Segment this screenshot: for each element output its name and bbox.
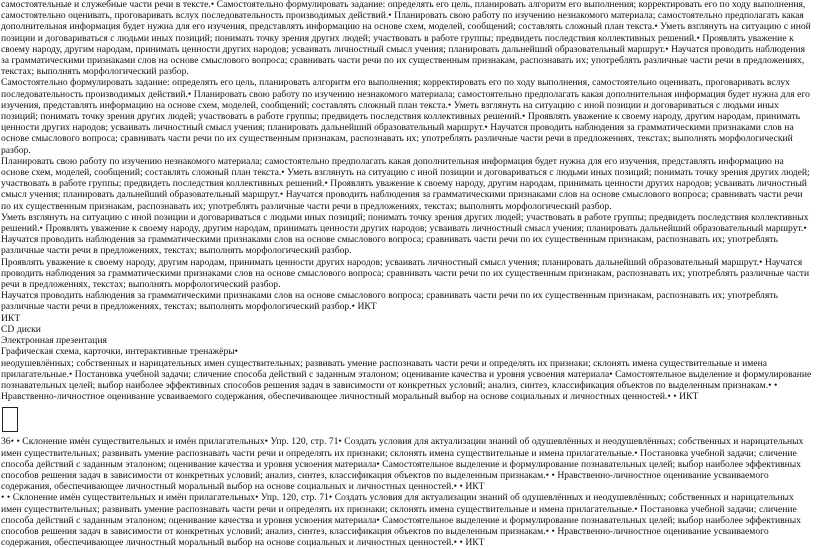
resource-ikt: ИКТ (1, 312, 21, 324)
lesson-row-repeat: • • Склонение имён существительных и имён прилагательных• Упр. 120, стр. 71• Создать условия для актуализации знаний об одушевлённых и неодушевлённых; собственных и нарицательных имен существительных; развивать умение распознавать части речи и определять их признаки; склонять имена существительные и имена прилагательные.• Постановка учебной задачи; сличение способа действий с заданным эталоном; оценивание качества и уровня усвоения материала• Самостоятельное выделение и формулирование познавательных целей; выбор наиболее эффективных способов решения задач в зависимости от конкретных условий; анализ, синтез, классификация объектов по выделенным признакам.• • Нравственно-личностное оценивание усваиваемого содержания, обеспечивающее личностный моральный выбор на основе социальных и личностных ценностей.• • ИКТ (1, 492, 801, 548)
document-body (1, 0, 813, 548)
paragraph-learning-outcomes-5: Проявлять уважение к своему народу, другим народам, принимать ценности других народов; усваивать личностный смысл учения; планировать дальнейший образовательный маршрут.• Научатся проводить наблюдения за грамматическими признаками слов на основе смыслового вопроса; сравнивать части речи по их существенным признакам, распознавать их; употреблять различные части речи в предложениях, текстах; выполнять морфологический разбор. (1, 256, 810, 291)
paragraph-learning-outcomes-3: Планировать свою работу по изучению незнакомого материала; самостоятельно предполагать какая дополнительная информация будет нужна для его изучения, представлять информацию на основе схем, моделей, сообщений; составлять сложный план текста.• Уметь взглянуть на ситуацию с иной позиции и договариваться с людьми иных позиций; понимать точку зрения других людей; участвовать в работе группы; предвидеть последствия коллективных решений.• Проявлять уважение к своему народу, другим народам, принимать ценности других народов; усваивать личностный смысл учения; планировать дальнейший образовательный маршрут.• Научатся проводить наблюдения за грамматическими признаками слов на основе смыслового вопроса; сравнивать части речи по их существенным признакам, распознавать их; употреблять различные части речи в предложениях, текстах; выполнять морфологический разбор. (1, 155, 810, 212)
paragraph-learning-outcomes-1: самостоятельные и служебные части речи в тексте.• Самостоятельно формулировать задание: определять его цель, планировать алгоритм его выполнения; корректировать его по ходу выполнения, самостоятельно оценивать, проговаривать вслух последовательность производимых действий.• Планировать свою работу по изучению незнакомого материала; самостоятельно предполагать какая дополнительная информация будет нужна для его изучения, представлять информацию на основе схем, моделей, сообщений; составлять сложный план текста.• Уметь взглянуть на ситуацию с иной позиции и договариваться с людьми иных позиций; понимать точку зрения других людей; участвовать в работе группы; предвидеть последствия коллективных решений.• Проявлять уважение к своему народу, другим народам, принимать ценности других народов; усваивать личностный смысл учения; планировать дальнейший образовательный маршрут.• Научатся проводить наблюдения за грамматическими признаками слов на основе смыслового вопроса; сравнивать части речи по их существенным признакам, распознавать их; употреблять различные части речи в предложениях, текстах; выполнять морфологический разбор. (1, 0, 811, 78)
lesson-number: 36 (1, 436, 11, 448)
paragraph-nouns-adjectives: неодушевлённых; собственных и нарицательных имен существительных; развивать умение распознавать части речи и определять их признаки; склонять имена существительные и имена прилагательные.• Постановка учебной задачи; сличение способа действий с заданным эталоном; оценивание качества и уровня усвоения материала• Самостоятельное выделение и формулирование познавательных целей; выбор наиболее эффективных способов решения задач в зависимости от конкретных условий; анализ, синтез, классификация объектов по выделенным признакам.• • Нравственно-личностное оценивание усваиваемого содержания, обеспечивающее личностный моральный выбор на основе социальных и личностных ценностей.• • ИКТ (1, 357, 812, 403)
lesson-row (1, 436, 813, 492)
paragraph-learning-outcomes-6: Научатся проводить наблюдения за грамматическими признаками слов на основе смыслового вопроса; сравнивать части речи по их существенным признакам, распознавать их; употреблять различные части речи в предложениях, текстах; выполнять морфологический разбор.• ИКТ (1, 290, 778, 313)
resource-cd-disks: CD диски (1, 323, 41, 335)
paragraph-learning-outcomes-4: Уметь взглянуть на ситуацию с иной позиции и договариваться с людьми иных позиций; понимать точку зрения других людей; участвовать в работе группы; предвидеть последствия коллективных решений.• Проявлять уважение к своему народу, другим народам, принимать ценности других народов; усваивать личностный смысл учения; планировать дальнейший образовательный маршрут.• Научатся проводить наблюдения за грамматическими признаками слов на основе смыслового вопроса; сравнивать части речи по их существенным признакам, распознавать их; употреблять различные части речи в предложениях, текстах; выполнять морфологический разбор. (1, 211, 809, 257)
lesson-row-text: • • Склонение имён существительных и имён прилагательных• Упр. 120, стр. 71• Создать условия для актуализации знаний об одушевлённых и неодушевлённых; собственных и нарицательных имен существительных; развивать умение распознавать части речи и определять их признаки; склонять имена существительные и имена прилагательные.• Постановка учебной задачи; сличение способа действий с заданным эталоном; оценивание качества и уровня усвоения материала• Самостоятельное выделение и формулирование познавательных целей; выбор наиболее эффективных способов решения задач в зависимости от конкретных условий; анализ, синтез, классификация объектов по выделенным признакам.• • Нравственно-личностное оценивание усваиваемого содержания, обеспечивающее личностный моральный выбор на основе социальных и личностных ценностей.• • ИКТ (1, 436, 804, 493)
resource-schemes: Графическая схема, карточки, интерактивные тренажёры• (1, 346, 239, 358)
resource-presentation: Электронная презентация (1, 335, 107, 347)
paragraph-learning-outcomes-2: Самостоятельно формулировать задание: определять его цель, планировать алгоритм его выполнения; корректировать его по ходу выполнения, самостоятельно оценивать, проговаривать вслух последовательность производимых действий.• Планировать свою работу по изучению незнакомого материала; самостоятельно предполагать какая дополнительная информация будет нужна для его изучения, представлять информацию на основе схем, моделей, сообщений; составлять сложный план текста.• Уметь взглянуть на ситуацию с иной позиции и договариваться с людьми иных позиций; понимать точку зрения других людей; участвовать в работе группы; предвидеть последствия коллективных решений.• Проявлять уважение к своему народу, другим народам, принимать ценности других народов; усваивать личностный смысл учения; планировать дальнейший образовательный маршрут.• Научатся проводить наблюдения за грамматическими признаками слов на основе смыслового вопроса; сравнивать части речи по их существенным признакам, распознавать их; употреблять различные части речи в предложениях, текстах; выполнять морфологический разбор. (1, 77, 810, 156)
empty-table-cell (2, 407, 18, 432)
